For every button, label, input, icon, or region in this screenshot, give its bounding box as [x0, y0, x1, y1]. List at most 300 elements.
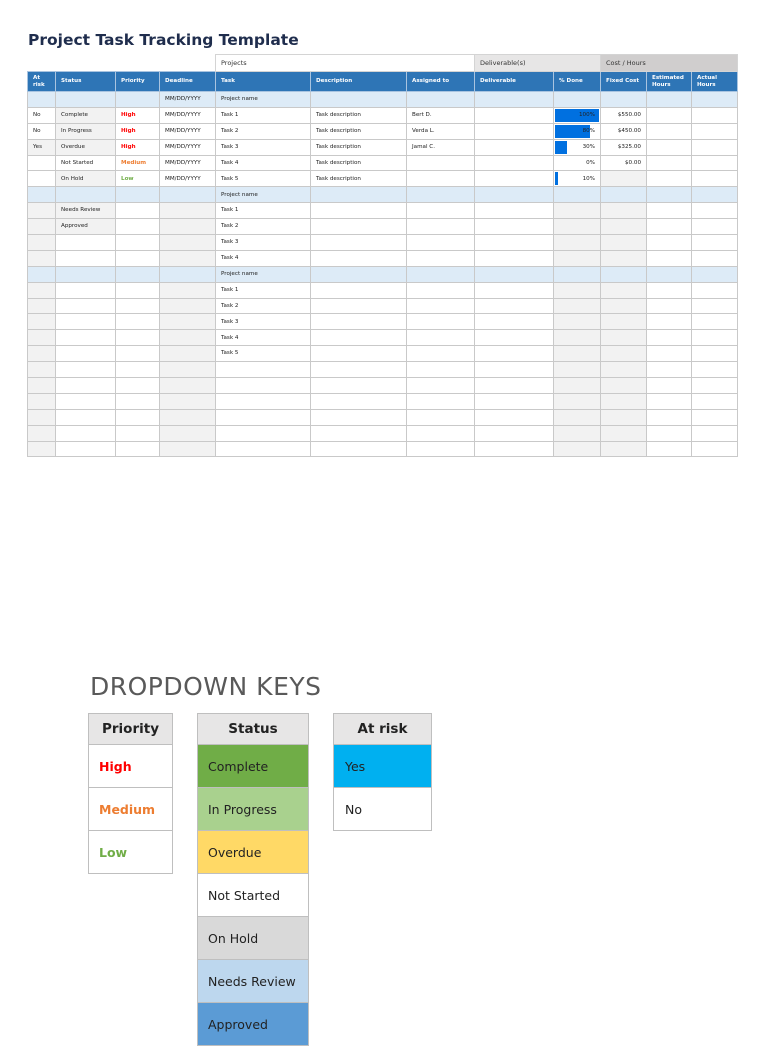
at-risk-key-header: At risk: [334, 714, 432, 745]
estimated-hours-cell[interactable]: [647, 92, 692, 108]
estimated-hours-cell[interactable]: [647, 219, 692, 235]
deadline-cell[interactable]: MM/DD/YYYY: [160, 92, 216, 108]
task-row: [28, 441, 738, 457]
description-cell[interactable]: Task description: [311, 123, 407, 139]
deliverable-cell[interactable]: [475, 171, 554, 187]
priority-cell[interactable]: High: [116, 107, 160, 123]
actual-hours-cell[interactable]: [692, 107, 738, 123]
actual-hours-cell[interactable]: [692, 330, 738, 346]
deliverable-cell[interactable]: [475, 378, 554, 394]
task-cell[interactable]: [216, 441, 311, 457]
actual-hours-cell[interactable]: [692, 203, 738, 219]
percent-done-cell[interactable]: [554, 235, 601, 251]
priority-cell[interactable]: [116, 330, 160, 346]
estimated-hours-cell[interactable]: [647, 107, 692, 123]
fixed-cost-cell[interactable]: [601, 171, 647, 187]
deadline-cell[interactable]: [160, 378, 216, 394]
deliverable-cell[interactable]: [475, 298, 554, 314]
task-cell[interactable]: Task 5: [216, 346, 311, 362]
at-risk-cell[interactable]: [28, 219, 56, 235]
description-cell[interactable]: Task description: [311, 139, 407, 155]
estimated-hours-cell[interactable]: [647, 393, 692, 409]
actual-hours-cell[interactable]: [692, 219, 738, 235]
deadline-cell[interactable]: MM/DD/YYYY: [160, 123, 216, 139]
actual-hours-cell[interactable]: [692, 441, 738, 457]
percent-done-cell[interactable]: [554, 298, 601, 314]
percent-done-cell[interactable]: [554, 92, 601, 108]
description-cell[interactable]: [311, 346, 407, 362]
deadline-cell[interactable]: [160, 425, 216, 441]
actual-hours-cell[interactable]: [692, 235, 738, 251]
task-row: [28, 203, 738, 219]
at-risk-cell[interactable]: [28, 155, 56, 171]
percent-done-cell[interactable]: [554, 346, 601, 362]
deadline-cell[interactable]: MM/DD/YYYY: [160, 171, 216, 187]
percent-done-cell[interactable]: [554, 187, 601, 203]
at-risk-cell[interactable]: [28, 203, 56, 219]
status-cell[interactable]: [56, 393, 116, 409]
project-name-cell[interactable]: Project name: [216, 92, 311, 108]
description-cell[interactable]: Task description: [311, 155, 407, 171]
estimated-hours-cell[interactable]: [647, 203, 692, 219]
deadline-cell[interactable]: [160, 330, 216, 346]
actual-hours-cell[interactable]: [692, 250, 738, 266]
deliverable-cell[interactable]: [475, 282, 554, 298]
percent-done-cell[interactable]: [554, 393, 601, 409]
task-row: [28, 155, 738, 171]
fixed-cost-cell[interactable]: $550.00: [601, 107, 647, 123]
status-key-item: Overdue: [198, 831, 309, 874]
deadline-cell[interactable]: [160, 362, 216, 378]
estimated-hours-cell[interactable]: [647, 155, 692, 171]
assigned-cell[interactable]: [407, 425, 475, 441]
assigned-cell[interactable]: [407, 330, 475, 346]
actual-hours-cell[interactable]: [692, 123, 738, 139]
description-cell[interactable]: [311, 330, 407, 346]
priority-cell[interactable]: [116, 298, 160, 314]
at-risk-cell[interactable]: [28, 187, 56, 203]
status-cell[interactable]: [56, 409, 116, 425]
at-risk-cell[interactable]: [28, 235, 56, 251]
status-cell[interactable]: [56, 314, 116, 330]
fixed-cost-cell[interactable]: [601, 282, 647, 298]
actual-hours-cell[interactable]: [692, 171, 738, 187]
estimated-hours-cell[interactable]: [647, 235, 692, 251]
task-cell[interactable]: Task 3: [216, 139, 311, 155]
priority-cell[interactable]: [116, 266, 160, 282]
assigned-cell[interactable]: Verda L.: [407, 123, 475, 139]
status-cell[interactable]: Overdue: [56, 139, 116, 155]
deliverable-cell[interactable]: [475, 425, 554, 441]
at-risk-cell[interactable]: [28, 314, 56, 330]
deadline-cell[interactable]: MM/DD/YYYY: [160, 107, 216, 123]
at-risk-cell[interactable]: [28, 330, 56, 346]
task-cell[interactable]: Task 1: [216, 282, 311, 298]
fixed-cost-cell[interactable]: [601, 314, 647, 330]
fixed-cost-cell[interactable]: $325.00: [601, 139, 647, 155]
deadline-cell[interactable]: [160, 282, 216, 298]
deliverable-cell[interactable]: [475, 266, 554, 282]
percent-done-cell[interactable]: [554, 441, 601, 457]
description-cell[interactable]: [311, 298, 407, 314]
deliverable-cell[interactable]: [475, 393, 554, 409]
deliverable-cell[interactable]: [475, 219, 554, 235]
description-cell[interactable]: [311, 378, 407, 394]
priority-cell[interactable]: Medium: [116, 155, 160, 171]
description-cell[interactable]: [311, 314, 407, 330]
project-name-cell[interactable]: Project name: [216, 266, 311, 282]
description-cell[interactable]: Task description: [311, 171, 407, 187]
status-cell[interactable]: [56, 266, 116, 282]
at-risk-cell[interactable]: No: [28, 123, 56, 139]
column-header: Deadline: [160, 72, 216, 92]
estimated-hours-cell[interactable]: [647, 123, 692, 139]
priority-cell[interactable]: [116, 393, 160, 409]
at-risk-cell[interactable]: [28, 378, 56, 394]
assigned-cell[interactable]: Jamal C.: [407, 139, 475, 155]
fixed-cost-cell[interactable]: [601, 346, 647, 362]
assigned-cell[interactable]: [407, 314, 475, 330]
task-cell[interactable]: Task 2: [216, 298, 311, 314]
task-cell[interactable]: Task 1: [216, 203, 311, 219]
percent-done-value: 100%: [579, 112, 595, 119]
deadline-cell[interactable]: [160, 393, 216, 409]
percent-done-cell[interactable]: [554, 219, 601, 235]
priority-cell[interactable]: Low: [116, 171, 160, 187]
description-cell[interactable]: [311, 250, 407, 266]
percent-done-cell[interactable]: [554, 171, 601, 187]
task-cell[interactable]: Task 2: [216, 219, 311, 235]
priority-cell[interactable]: [116, 219, 160, 235]
description-cell[interactable]: [311, 219, 407, 235]
fixed-cost-cell[interactable]: $0.00: [601, 155, 647, 171]
priority-cell[interactable]: [116, 314, 160, 330]
deadline-cell[interactable]: MM/DD/YYYY: [160, 139, 216, 155]
description-cell[interactable]: [311, 441, 407, 457]
deadline-cell[interactable]: [160, 187, 216, 203]
at-risk-cell[interactable]: [28, 393, 56, 409]
task-cell[interactable]: Task 4: [216, 250, 311, 266]
task-cell[interactable]: Task 1: [216, 107, 311, 123]
column-header-row: [28, 72, 738, 92]
actual-hours-cell[interactable]: [692, 155, 738, 171]
assigned-cell[interactable]: [407, 171, 475, 187]
description-cell[interactable]: [311, 393, 407, 409]
column-header: Priority: [116, 72, 160, 92]
priority-cell[interactable]: [116, 409, 160, 425]
fixed-cost-cell[interactable]: [601, 362, 647, 378]
actual-hours-cell[interactable]: [692, 187, 738, 203]
estimated-hours-cell[interactable]: [647, 187, 692, 203]
at-risk-cell[interactable]: [28, 425, 56, 441]
estimated-hours-cell[interactable]: [647, 250, 692, 266]
assigned-cell[interactable]: [407, 155, 475, 171]
priority-cell[interactable]: High: [116, 123, 160, 139]
deadline-cell[interactable]: [160, 235, 216, 251]
deliverable-cell[interactable]: [475, 107, 554, 123]
assigned-cell[interactable]: [407, 378, 475, 394]
task-cell[interactable]: Task 4: [216, 330, 311, 346]
deliverable-cell[interactable]: [475, 155, 554, 171]
project-name-cell[interactable]: Project name: [216, 187, 311, 203]
task-row: [28, 314, 738, 330]
at-risk-cell[interactable]: [28, 92, 56, 108]
fixed-cost-cell[interactable]: [601, 92, 647, 108]
fixed-cost-cell[interactable]: [601, 219, 647, 235]
group-header-row: [28, 55, 738, 72]
estimated-hours-cell[interactable]: [647, 378, 692, 394]
status-cell[interactable]: [56, 425, 116, 441]
percent-done-value: 30%: [582, 143, 595, 150]
actual-hours-cell[interactable]: [692, 409, 738, 425]
percent-done-cell[interactable]: [554, 409, 601, 425]
assigned-cell[interactable]: [407, 409, 475, 425]
assigned-cell[interactable]: [407, 187, 475, 203]
percent-done-cell[interactable]: [554, 314, 601, 330]
description-cell[interactable]: [311, 282, 407, 298]
status-cell[interactable]: [56, 298, 116, 314]
status-cell[interactable]: [56, 187, 116, 203]
percent-done-cell[interactable]: [554, 282, 601, 298]
priority-cell[interactable]: [116, 362, 160, 378]
status-key-item: Needs Review: [198, 960, 309, 1003]
description-cell[interactable]: [311, 235, 407, 251]
at-risk-cell[interactable]: [28, 362, 56, 378]
fixed-cost-cell[interactable]: [601, 393, 647, 409]
percent-done-value: 0%: [586, 159, 595, 166]
deadline-cell[interactable]: [160, 441, 216, 457]
task-cell[interactable]: Task 2: [216, 123, 311, 139]
priority-cell[interactable]: [116, 203, 160, 219]
percent-done-cell[interactable]: [554, 203, 601, 219]
actual-hours-cell[interactable]: [692, 346, 738, 362]
estimated-hours-cell[interactable]: [647, 314, 692, 330]
task-cell[interactable]: [216, 362, 311, 378]
task-row: [28, 171, 738, 187]
description-cell[interactable]: [311, 409, 407, 425]
task-row: [28, 282, 738, 298]
priority-cell[interactable]: [116, 250, 160, 266]
deliverable-cell[interactable]: [475, 187, 554, 203]
task-cell[interactable]: [216, 425, 311, 441]
assigned-cell[interactable]: [407, 250, 475, 266]
fixed-cost-cell[interactable]: [601, 409, 647, 425]
actual-hours-cell[interactable]: [692, 139, 738, 155]
assigned-cell[interactable]: [407, 235, 475, 251]
estimated-hours-cell[interactable]: [647, 171, 692, 187]
at-risk-cell[interactable]: [28, 441, 56, 457]
description-cell[interactable]: [311, 425, 407, 441]
deadline-cell[interactable]: [160, 266, 216, 282]
task-cell[interactable]: [216, 393, 311, 409]
fixed-cost-cell[interactable]: [601, 441, 647, 457]
task-row: [28, 123, 738, 139]
description-cell[interactable]: [311, 203, 407, 219]
status-cell[interactable]: [56, 92, 116, 108]
description-cell[interactable]: [311, 266, 407, 282]
description-cell[interactable]: [311, 362, 407, 378]
priority-cell[interactable]: [116, 187, 160, 203]
percent-done-cell[interactable]: [554, 250, 601, 266]
at-risk-cell[interactable]: Yes: [28, 139, 56, 155]
description-cell[interactable]: [311, 92, 407, 108]
actual-hours-cell[interactable]: [692, 92, 738, 108]
fixed-cost-cell[interactable]: [601, 203, 647, 219]
fixed-cost-cell[interactable]: [601, 250, 647, 266]
fixed-cost-cell[interactable]: $450.00: [601, 123, 647, 139]
status-key-item: Not Started: [198, 874, 309, 917]
status-cell[interactable]: Approved: [56, 219, 116, 235]
deadline-cell[interactable]: [160, 409, 216, 425]
deliverable-cell[interactable]: [475, 235, 554, 251]
actual-hours-cell[interactable]: [692, 362, 738, 378]
assigned-cell[interactable]: Bert D.: [407, 107, 475, 123]
deadline-cell[interactable]: [160, 203, 216, 219]
actual-hours-cell[interactable]: [692, 266, 738, 282]
fixed-cost-cell[interactable]: [601, 330, 647, 346]
deadline-cell[interactable]: [160, 314, 216, 330]
deadline-cell[interactable]: MM/DD/YYYY: [160, 155, 216, 171]
percent-done-cell[interactable]: [554, 425, 601, 441]
estimated-hours-cell[interactable]: [647, 346, 692, 362]
fixed-cost-cell[interactable]: [601, 266, 647, 282]
assigned-cell[interactable]: [407, 219, 475, 235]
group-header-cost: Cost / Hours: [601, 55, 738, 72]
status-cell[interactable]: Needs Review: [56, 203, 116, 219]
assigned-cell[interactable]: [407, 441, 475, 457]
task-cell[interactable]: [216, 378, 311, 394]
deadline-cell[interactable]: [160, 346, 216, 362]
status-cell[interactable]: [56, 362, 116, 378]
priority-cell[interactable]: [116, 378, 160, 394]
at-risk-cell[interactable]: [28, 346, 56, 362]
group-header-projects: Projects: [216, 55, 475, 72]
actual-hours-cell[interactable]: [692, 314, 738, 330]
estimated-hours-cell[interactable]: [647, 139, 692, 155]
at-risk-cell[interactable]: No: [28, 107, 56, 123]
task-cell[interactable]: Task 3: [216, 314, 311, 330]
assigned-cell[interactable]: [407, 362, 475, 378]
percent-done-cell[interactable]: [554, 330, 601, 346]
project-row: [28, 266, 738, 282]
at-risk-cell[interactable]: [28, 298, 56, 314]
estimated-hours-cell[interactable]: [647, 298, 692, 314]
description-cell[interactable]: [311, 187, 407, 203]
task-cell[interactable]: Task 4: [216, 155, 311, 171]
task-cell[interactable]: Task 5: [216, 171, 311, 187]
status-cell[interactable]: In Progress: [56, 123, 116, 139]
estimated-hours-cell[interactable]: [647, 282, 692, 298]
assigned-cell[interactable]: [407, 203, 475, 219]
deliverable-cell[interactable]: [475, 123, 554, 139]
actual-hours-cell[interactable]: [692, 378, 738, 394]
priority-cell[interactable]: [116, 282, 160, 298]
deliverable-cell[interactable]: [475, 139, 554, 155]
fixed-cost-cell[interactable]: [601, 235, 647, 251]
percent-done-cell[interactable]: [554, 107, 601, 123]
at-risk-cell[interactable]: [28, 282, 56, 298]
deliverable-cell[interactable]: [475, 441, 554, 457]
estimated-hours-cell[interactable]: [647, 425, 692, 441]
deadline-cell[interactable]: [160, 250, 216, 266]
priority-cell[interactable]: [116, 441, 160, 457]
priority-cell[interactable]: High: [116, 139, 160, 155]
percent-done-cell[interactable]: [554, 139, 601, 155]
deliverable-cell[interactable]: [475, 409, 554, 425]
status-cell[interactable]: [56, 235, 116, 251]
status-cell[interactable]: Complete: [56, 107, 116, 123]
fixed-cost-cell[interactable]: [601, 425, 647, 441]
deliverable-cell[interactable]: [475, 362, 554, 378]
actual-hours-cell[interactable]: [692, 393, 738, 409]
deliverable-cell[interactable]: [475, 346, 554, 362]
deliverable-cell[interactable]: [475, 314, 554, 330]
assigned-cell[interactable]: [407, 298, 475, 314]
deliverable-cell[interactable]: [475, 203, 554, 219]
assigned-cell[interactable]: [407, 266, 475, 282]
description-cell[interactable]: Task description: [311, 107, 407, 123]
deliverable-cell[interactable]: [475, 250, 554, 266]
actual-hours-cell[interactable]: [692, 425, 738, 441]
task-cell[interactable]: Task 3: [216, 235, 311, 251]
priority-cell[interactable]: [116, 92, 160, 108]
estimated-hours-cell[interactable]: [647, 330, 692, 346]
at-risk-cell[interactable]: [28, 171, 56, 187]
priority-cell[interactable]: [116, 235, 160, 251]
estimated-hours-cell[interactable]: [647, 409, 692, 425]
status-cell[interactable]: [56, 346, 116, 362]
priority-cell[interactable]: [116, 425, 160, 441]
deliverable-cell[interactable]: [475, 92, 554, 108]
percent-done-cell[interactable]: [554, 266, 601, 282]
at-risk-cell[interactable]: [28, 266, 56, 282]
assigned-cell[interactable]: [407, 346, 475, 362]
actual-hours-cell[interactable]: [692, 298, 738, 314]
deadline-cell[interactable]: [160, 219, 216, 235]
task-row: [28, 219, 738, 235]
percent-done-cell[interactable]: [554, 378, 601, 394]
estimated-hours-cell[interactable]: [647, 362, 692, 378]
actual-hours-cell[interactable]: [692, 282, 738, 298]
estimated-hours-cell[interactable]: [647, 441, 692, 457]
status-cell[interactable]: [56, 378, 116, 394]
status-key-item: On Hold: [198, 917, 309, 960]
status-cell[interactable]: [56, 250, 116, 266]
status-cell[interactable]: On Hold: [56, 171, 116, 187]
task-cell[interactable]: [216, 409, 311, 425]
status-cell[interactable]: [56, 441, 116, 457]
assigned-cell[interactable]: [407, 393, 475, 409]
status-cell[interactable]: Not Started: [56, 155, 116, 171]
fixed-cost-cell[interactable]: [601, 187, 647, 203]
estimated-hours-cell[interactable]: [647, 266, 692, 282]
status-cell[interactable]: [56, 330, 116, 346]
at-risk-cell[interactable]: [28, 250, 56, 266]
deadline-cell[interactable]: [160, 298, 216, 314]
percent-done-cell[interactable]: [554, 362, 601, 378]
priority-cell[interactable]: [116, 346, 160, 362]
priority-key-item: Low: [89, 831, 173, 874]
status-cell[interactable]: [56, 282, 116, 298]
percent-done-cell[interactable]: [554, 155, 601, 171]
assigned-cell[interactable]: [407, 282, 475, 298]
deliverable-cell[interactable]: [475, 330, 554, 346]
percent-done-cell[interactable]: [554, 123, 601, 139]
fixed-cost-cell[interactable]: [601, 378, 647, 394]
assigned-cell[interactable]: [407, 92, 475, 108]
fixed-cost-cell[interactable]: [601, 298, 647, 314]
at-risk-cell[interactable]: [28, 409, 56, 425]
